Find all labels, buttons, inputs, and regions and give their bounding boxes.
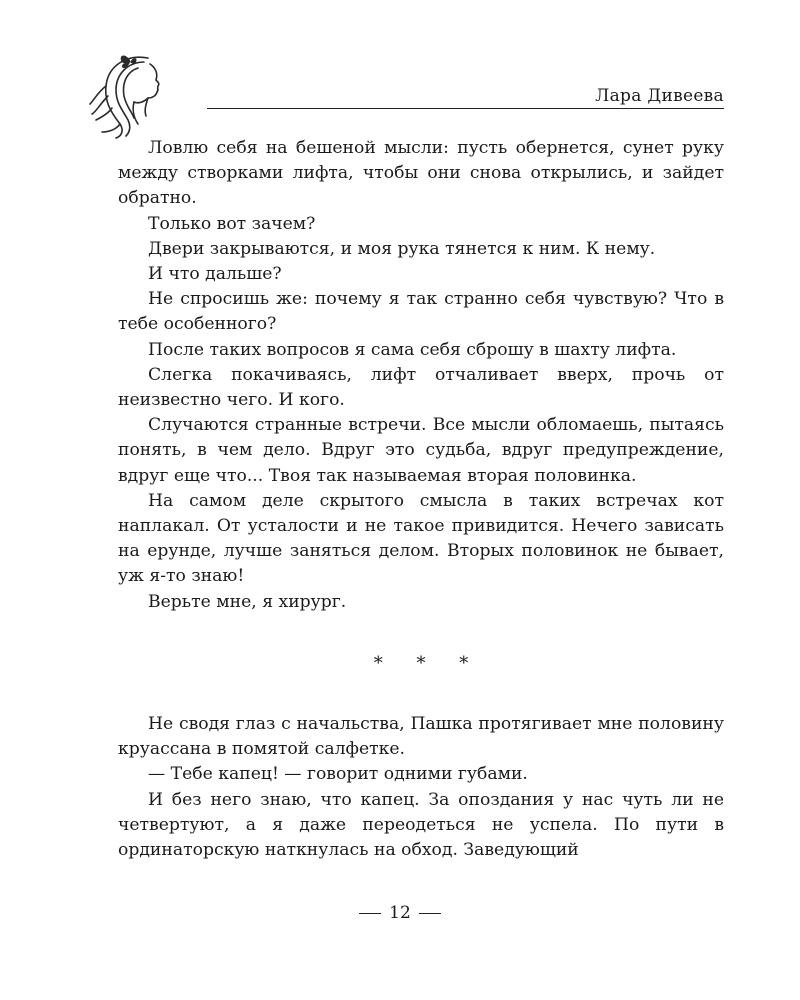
paragraph: После таких вопросов я сама себя сброшу в шахту лифта. [148,339,677,360]
paragraph: Ловлю себя на бешеной мысли: пусть обернется, сунет руку между створками лифта, чтобы они снова открылись, и зайдет обратно. [118,138,724,209]
page-text [118,136,724,863]
woman-silhouette-logo-icon [86,52,186,142]
paragraph: На самом деле скрытого смысла в таких встречах кот наплакал. От усталости и не такое привидится. Нечего зависать на ерунде, лучше заняться делом. Вторых половинок не бывает, уж я-то знаю! [118,490,724,587]
section-separator: * * * [373,652,483,674]
paragraph: Слегка покачиваясь, лифт отчаливает вверх, прочь от неизвестно чего. И кого. [118,364,724,411]
paragraph: Не сводя глаз с начальства, Пашка протягивает мне половину круассана в помятой салфетке. [118,714,724,760]
header-rule [207,108,724,109]
paragraph: Двери закрываются, и моя рука тянется к ним. К нему. [148,238,656,259]
running-header [0,0,800,115]
paragraph: Не спросишь же: почему я так странно себя чувствую? Что в тебе особенного? [118,289,724,335]
page-number-footer [0,903,800,923]
paragraph: — Тебе капец! — говорит одними губами. [148,764,528,785]
paragraph: Только вот зачем? [148,213,316,234]
paragraph: И что дальше? [148,264,282,285]
paragraph: И без него знаю, что капец. За опоздания у нас чуть ли не четвертуют, а я даже переодеться не успела. По пути в ординаторскую наткнулась на обход. Заведующий [118,789,724,861]
page-number: 12 [389,903,411,923]
folio-dash-right [419,913,441,914]
paragraph: Случаются странные встречи. Все мысли обломаешь, пытаясь понять, в чем дело. Вдруг это судьба, вдруг предупреждение, вдруг еще что... Твоя так называемая вторая половинка. [118,415,724,486]
paragraph: Верьте мне, я хирург. [148,591,347,612]
folio-dash-left [359,913,381,914]
author-name: Лара Дивеева [595,86,724,106]
